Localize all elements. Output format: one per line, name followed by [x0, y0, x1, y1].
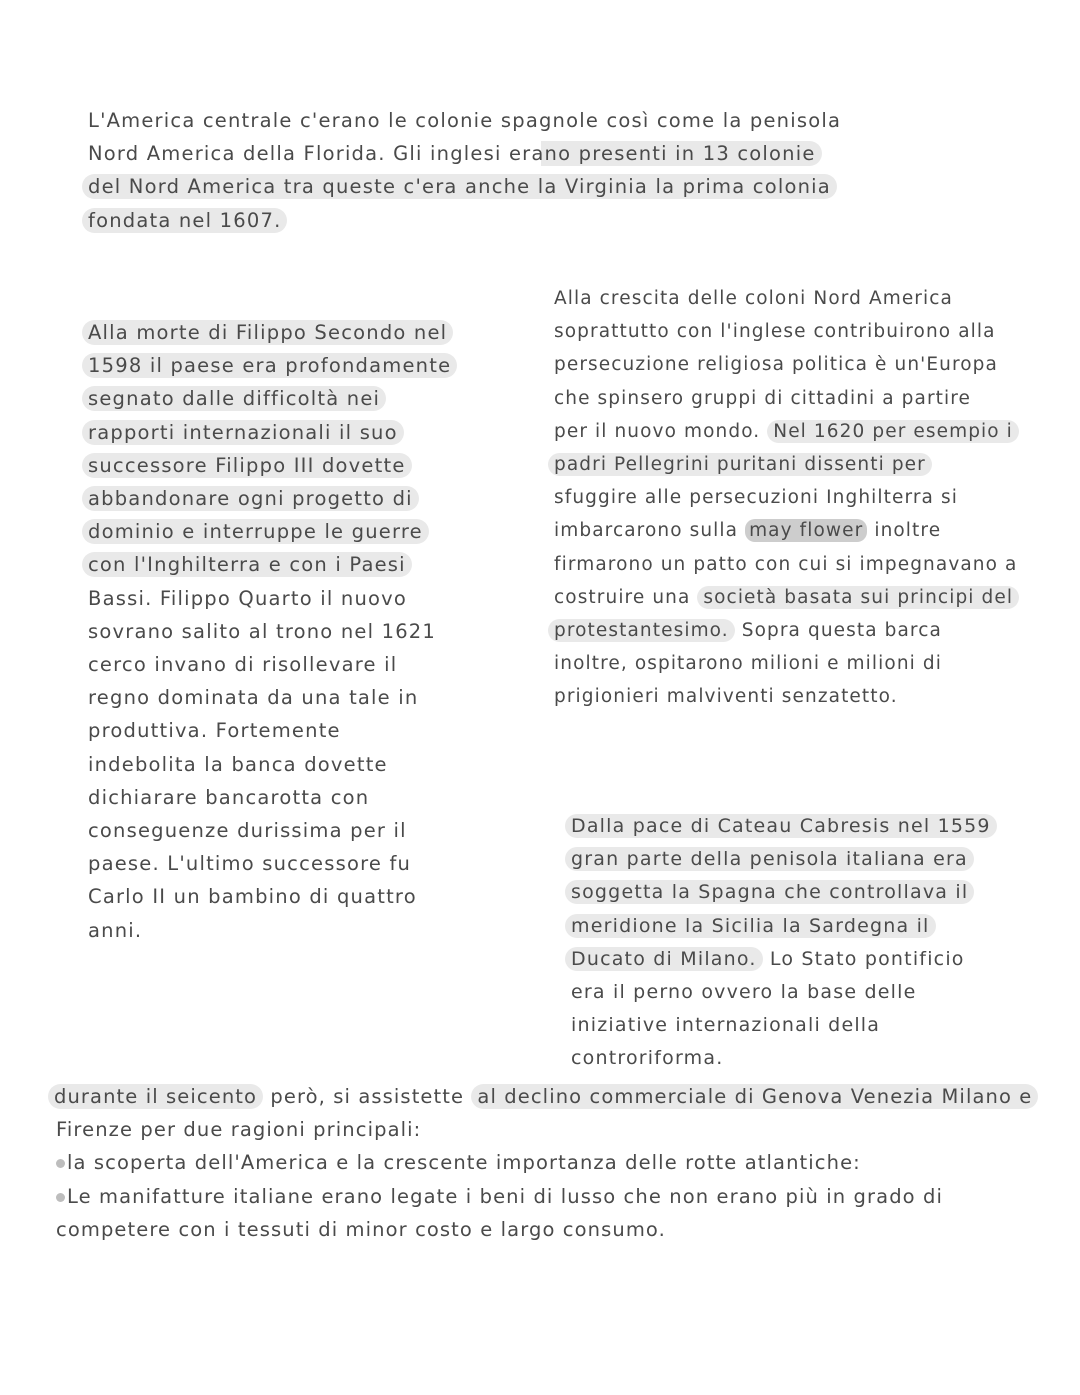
spain-line: Bassi. Filippo Quarto il nuovo: [88, 586, 407, 610]
spain-line: 1598 il paese era profondamente: [88, 349, 457, 382]
italy-line: meridione la Sicilia la Sardegna il: [571, 910, 997, 943]
italy-line: Dalla pace di Cateau Cabresis nel 1559: [571, 810, 997, 843]
america-paragraph: [554, 282, 1019, 714]
decline-paragraph: [56, 1080, 1038, 1246]
spain-line: rapporti internazionali il suo: [88, 416, 457, 449]
america-line: costruire una società basata sui principi del: [554, 581, 1019, 614]
italy-line: era il perno ovvero la base delle: [571, 981, 917, 1004]
america-line: sfuggire alle persecuzioni Inghilterra si: [554, 487, 958, 509]
italy-line: controriforma.: [571, 1047, 724, 1070]
bullet-dot-icon: [56, 1159, 65, 1168]
spain-line: successore Filippo III dovette: [88, 449, 457, 482]
america-line: persecuzione religiosa politica è un'Europa: [554, 354, 998, 376]
america-line: inoltre, ospitarono milioni e milioni di: [554, 653, 942, 675]
italy-line: Ducato di Milano. Lo Stato pontificio: [571, 943, 997, 976]
america-line: firmarono un patto con cui si impegnavano a: [554, 553, 1018, 575]
spain-line: regno dominata da una tale in: [88, 686, 419, 710]
spain-line: sovrano salito al trono nel 1621: [88, 619, 437, 643]
spain-line: dominio e interruppe le guerre: [88, 515, 457, 548]
spain-line: abbandonare ogni progetto di: [88, 482, 457, 515]
intro-paragraph: [88, 104, 841, 237]
intro-line-1: L'America centrale c'erano le colonie spagnole così come la penisola: [88, 109, 842, 132]
italy-line: iniziative internazionali della: [571, 1014, 881, 1037]
america-line: soprattutto con l'inglese contribuirono alla: [554, 321, 996, 343]
decline-line-5: competere con i tessuti di minor costo e largo consumo.: [56, 1217, 666, 1241]
spain-line: conseguenze durissima per il: [88, 819, 407, 843]
america-line: imbarcarono sulla may flower inoltre: [554, 520, 942, 542]
bullet-dot-icon: [56, 1193, 65, 1202]
spain-paragraph: [88, 316, 457, 947]
decline-line-1: durante il seicento però, si assistette al declino commerciale di Genova Venezia Milano e: [56, 1080, 1038, 1113]
america-line: protestantesimo. Sopra questa barca: [554, 614, 1019, 647]
spain-line: Alla morte di Filippo Secondo nel: [88, 316, 457, 349]
america-line: che spinsero gruppi di cittadini a partire: [554, 387, 972, 409]
bullet-item: la scoperta dell'America e la crescente importanza delle rotte atlantiche:: [56, 1146, 1038, 1179]
america-line: per il nuovo mondo. Nel 1620 per esempio i: [554, 415, 1019, 448]
america-line: padri Pellegrini puritani dissenti per: [554, 448, 1019, 481]
italy-paragraph: [571, 810, 997, 1076]
spain-line: segnato dalle difficoltà nei: [88, 382, 457, 415]
intro-line-4: fondata nel 1607.: [88, 204, 841, 237]
spain-line: produttiva. Fortemente: [88, 719, 341, 743]
spain-line: Carlo II un bambino di quattro: [88, 885, 417, 909]
italy-line: gran parte della penisola italiana era: [571, 843, 997, 876]
decline-line-2: Firenze per due ragioni principali:: [56, 1118, 422, 1142]
spain-line: con l'Inghilterra e con i Paesi: [88, 548, 457, 581]
spain-line: paese. L'ultimo successore fu: [88, 852, 412, 876]
italy-line: soggetta la Spagna che controllava il: [571, 876, 997, 909]
bullet-item: Le manifatture italiane erano legate i beni di lusso che non erano più in grado di: [56, 1180, 1038, 1213]
intro-line-2: Nord America della Florida. Gli inglesi erano presenti in 13 colonie: [88, 137, 841, 170]
may-flower-highlight: may flower: [745, 519, 867, 542]
spain-line: indebolita la banca dovette: [88, 752, 388, 776]
intro-line-3: del Nord America tra queste c'era anche la Virginia la prima colonia: [88, 170, 841, 203]
america-line: prigionieri malviventi senzatetto.: [554, 686, 898, 708]
spain-line: dichiarare bancarotta con: [88, 785, 370, 809]
america-line: Alla crescita delle coloni Nord America: [554, 288, 953, 309]
spain-line: cerco invano di risollevare il: [88, 653, 398, 677]
spain-line: anni.: [88, 918, 143, 942]
